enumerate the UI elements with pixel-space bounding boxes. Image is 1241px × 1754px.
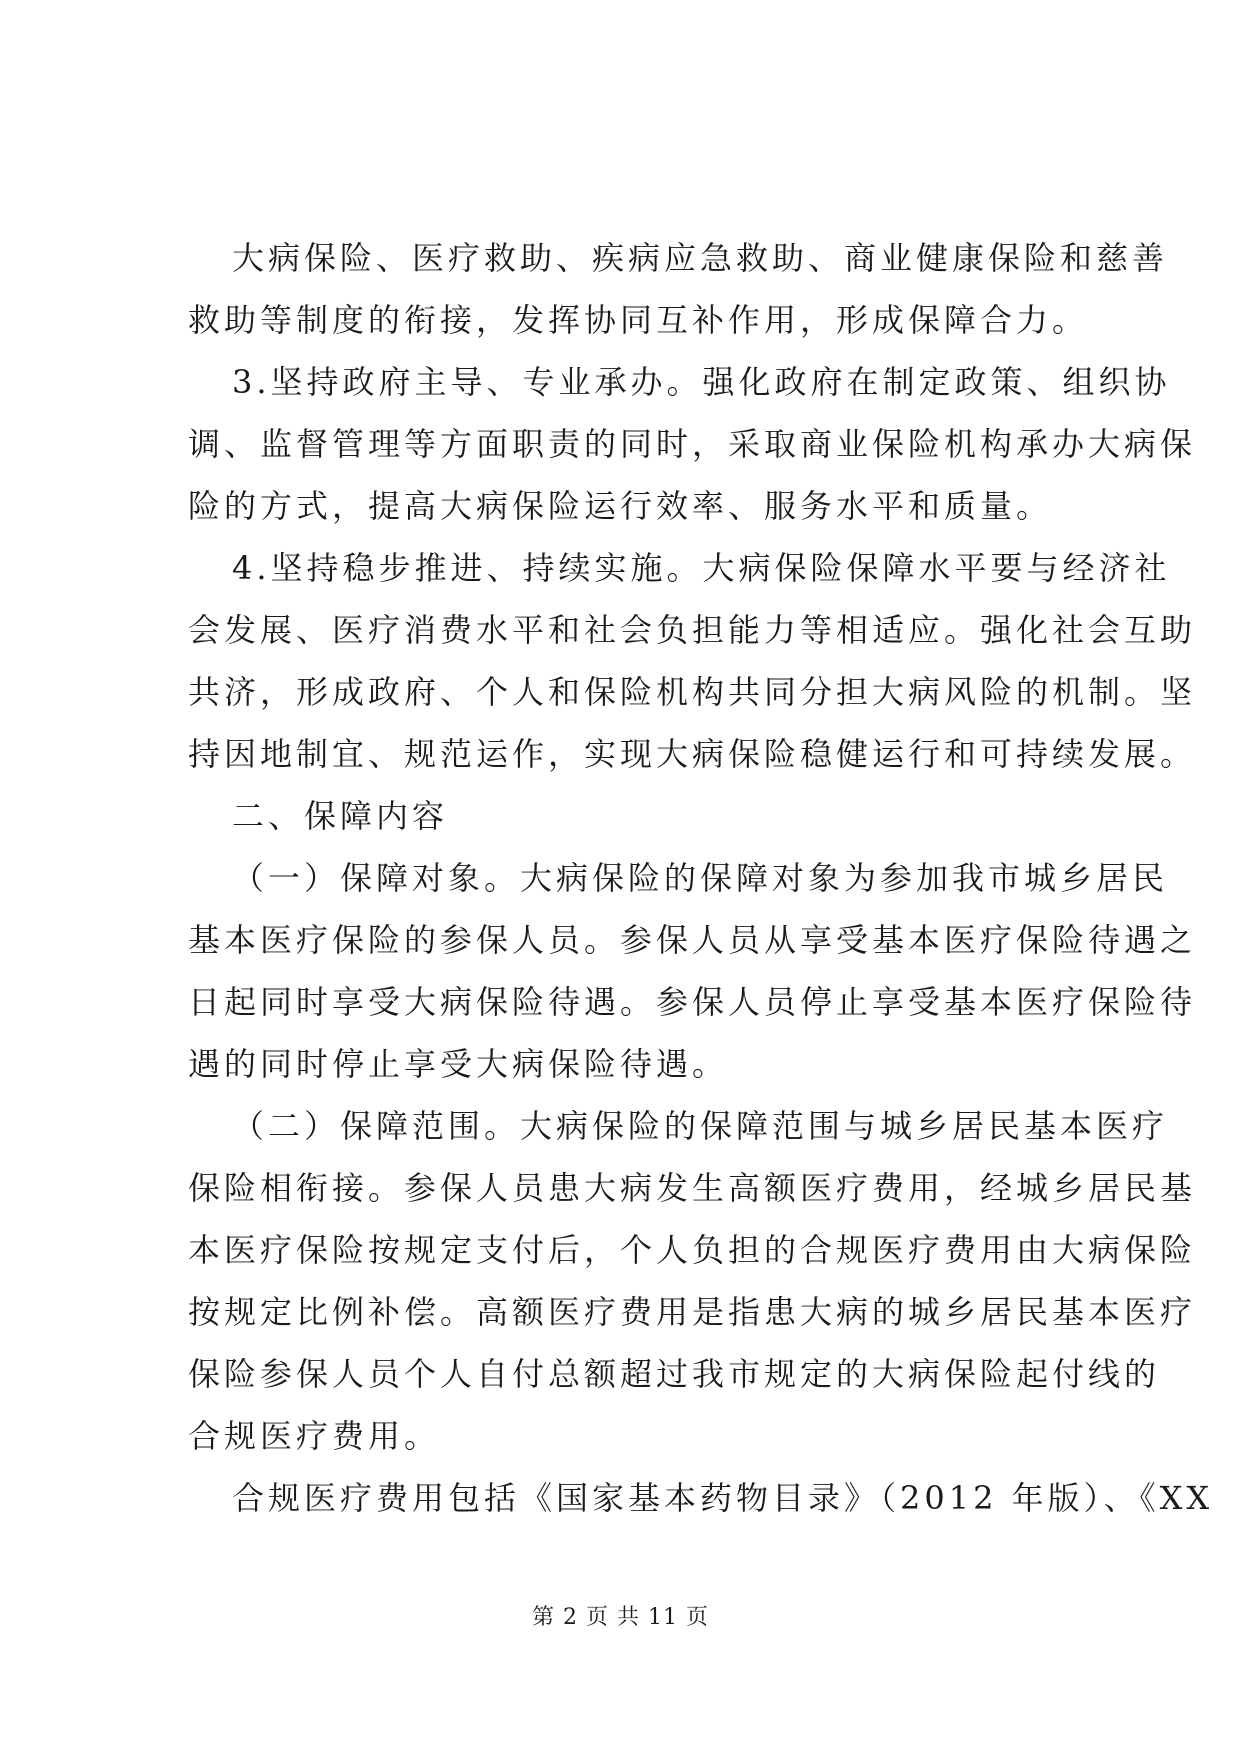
text-line-20: 合规医疗费用。: [188, 1417, 441, 1455]
text-line-1: 大病保险、医疗救助、疾病应急救助、商业健康保险和慈善: [232, 239, 1169, 277]
text-line-17: 本医疗保险按规定支付后，个人负担的合规医疗费用由大病保险: [188, 1231, 1197, 1269]
text-line-14: 遇的同时停止享受大病保险待遇。: [188, 1045, 729, 1083]
text-line-3: 3.坚持政府主导、专业承办。强化政府在制定政策、组织协: [232, 363, 1171, 401]
section-heading: 二、保障内容: [232, 797, 449, 835]
text-line-12: 基本医疗保险的参保人员。参保人员从享受基本医疗保险待遇之: [188, 921, 1197, 959]
text-line-9: 持因地制宜、规范运作，实现大病保险稳健运行和可持续发展。: [188, 735, 1197, 773]
text-line-8: 共济，形成政府、个人和保险机构共同分担大病风险的机制。坚: [188, 673, 1197, 711]
page-footer: 第 2 页 共 11 页: [532, 1605, 709, 1630]
text-line-16: 保险相衔接。参保人员患大病发生高额医疗费用，经城乡居民基: [188, 1169, 1197, 1207]
text-line-7: 会发展、医疗消费水平和社会负担能力等相适应。强化社会互助: [188, 611, 1197, 649]
text-line-11: （一）保障对象。大病保险的保障对象为参加我市城乡居民: [232, 859, 1169, 897]
text-line-21: 合规医疗费用包括《国家基本药物目录》（2012 年版）、《XX: [232, 1479, 1214, 1517]
text-line-2: 救助等制度的衔接，发挥协同互补作用，形成保障合力。: [188, 301, 1089, 339]
text-line-18: 按规定比例补偿。高额医疗费用是指患大病的城乡居民基本医疗: [188, 1293, 1197, 1331]
text-line-13: 日起同时享受大病保险待遇。参保人员停止享受基本医疗保险待: [188, 983, 1197, 1021]
text-line-15: （二）保障范围。大病保险的保障范围与城乡居民基本医疗: [232, 1107, 1169, 1145]
text-line-19: 保险参保人员个人自付总额超过我市规定的大病保险起付线的: [188, 1355, 1161, 1393]
text-line-6: 4.坚持稳步推进、持续实施。大病保险保障水平要与经济社: [232, 549, 1171, 587]
text-line-4: 调、监督管理等方面职责的同时，采取商业保险机构承办大病保: [188, 425, 1197, 463]
text-line-5: 险的方式，提高大病保险运行效率、服务水平和质量。: [188, 487, 1053, 525]
